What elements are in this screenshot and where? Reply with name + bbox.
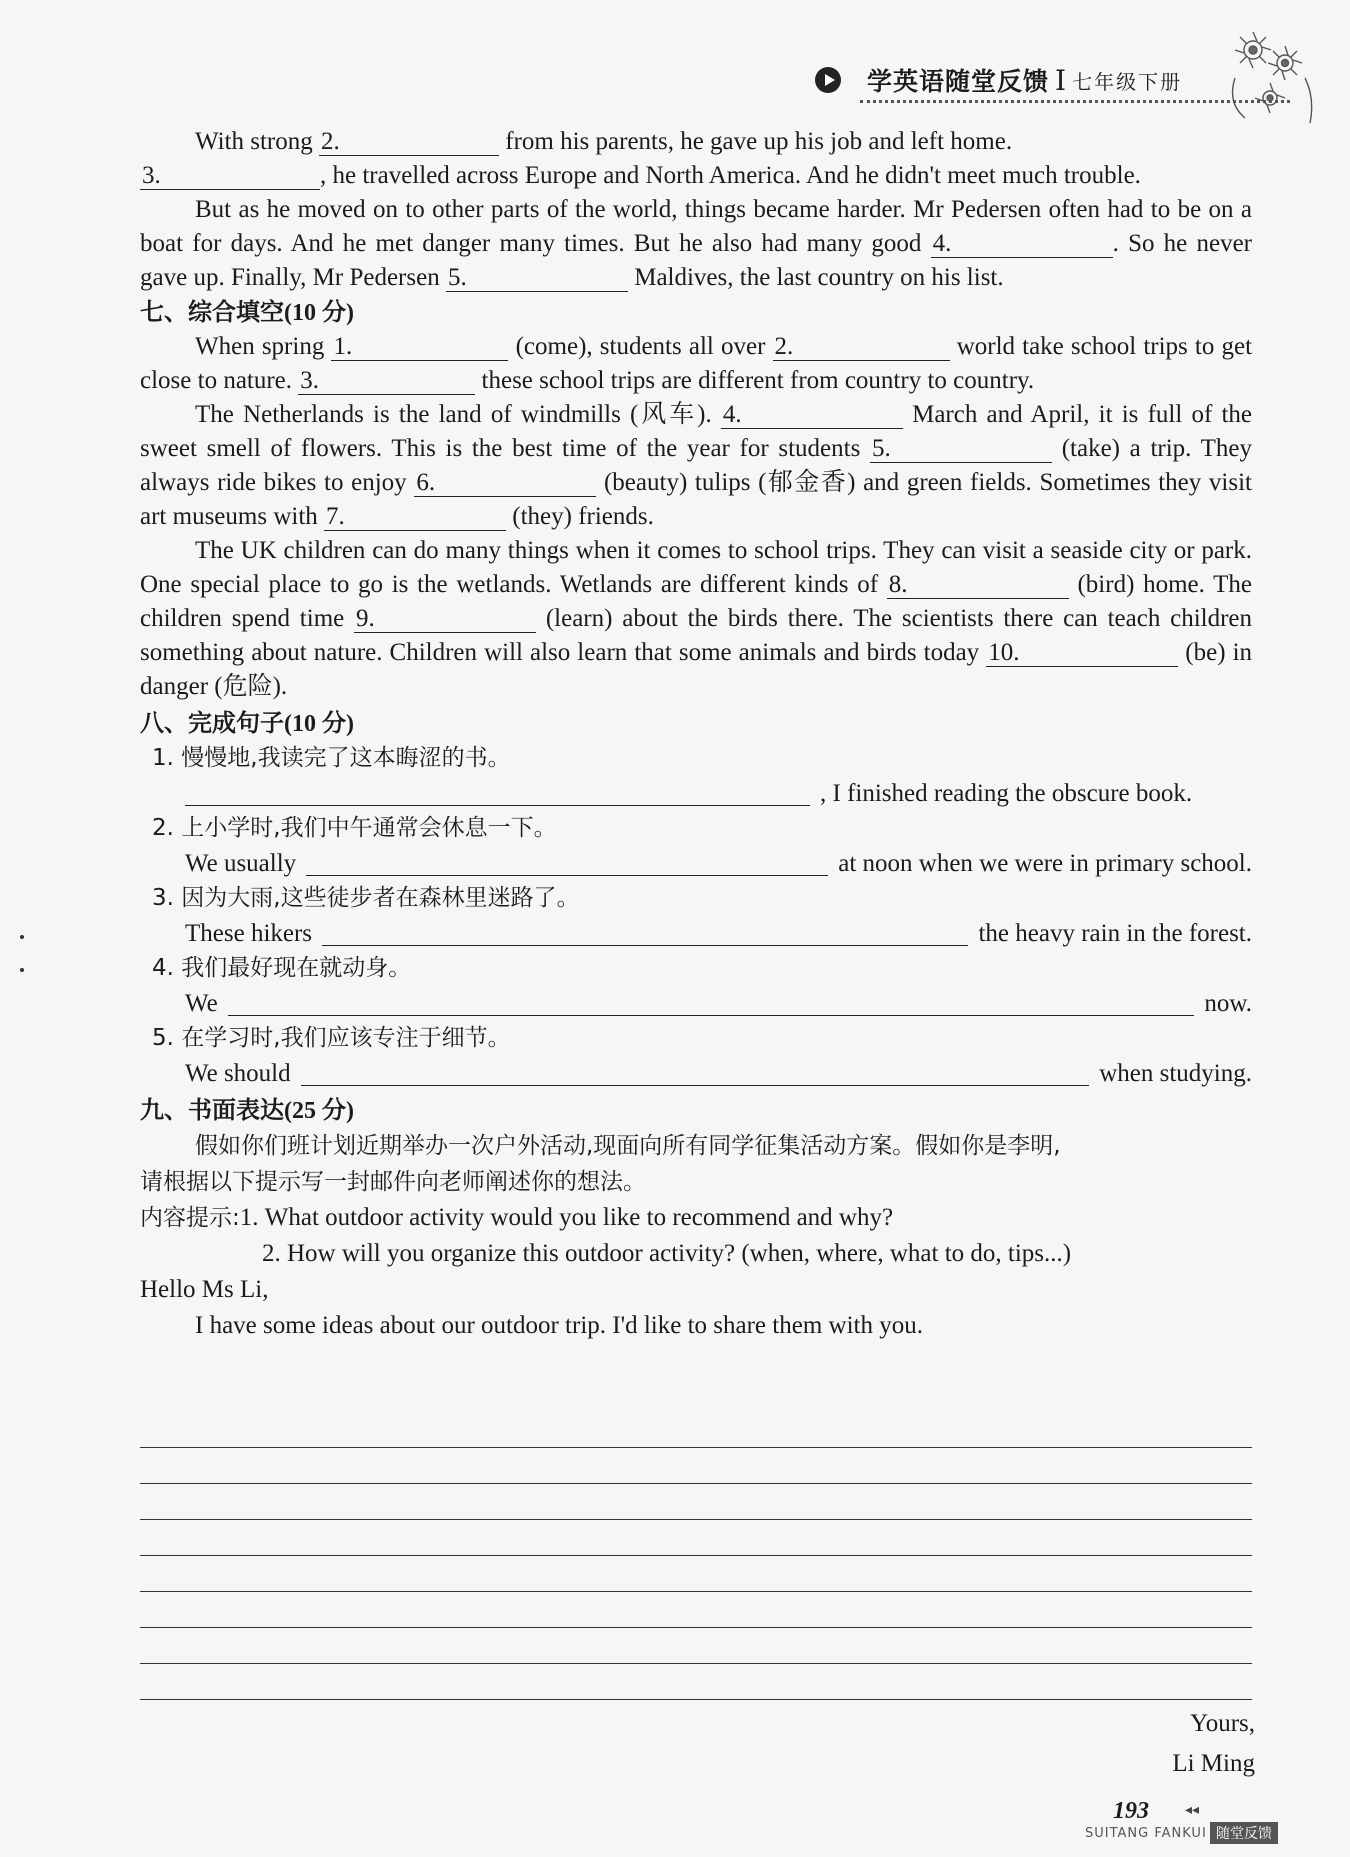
answer-blank[interactable]: 5. [870,436,1052,463]
grade-label: 七年级下册 [1072,69,1183,94]
answer-blank[interactable]: 7. [324,504,506,531]
writing-line[interactable] [140,1448,1252,1484]
writing-prompt: 请根据以下提示写一封邮件向老师阐述你的想法。 [140,1169,646,1195]
question-prompt: 2. 上小学时,我们中午通常会休息一下。 [152,815,557,841]
answer-line[interactable] [185,804,810,806]
answer-blank[interactable]: 2. [773,334,950,361]
answer-row: We should when studying. [185,1060,1252,1087]
section-heading: 九、书面表达(25 分) [140,1096,354,1124]
answer-row: , I finished reading the obscure book. [140,776,1252,811]
answer-blank[interactable]: 10. [986,640,1178,667]
worksheet-body [140,125,1252,1344]
answer-line[interactable] [322,944,968,946]
writing-line[interactable] [140,1592,1252,1628]
answer-row: We usually at noon when we were in primary school. [185,850,1252,877]
answer-blank[interactable]: 3. [140,163,320,190]
answer-blank[interactable]: 5. [446,265,628,292]
passage-paragraph: But as he moved on to other parts of the world, things became harder. Mr Pedersen often had to be on a boat for days. And he met danger many times. But he also had many good 4. . So he never gave up. Finally, Mr Pedersen 5. Maldives, the last country on his list. [140,196,1252,291]
book-title: 学英语随堂反馈 [867,67,1050,96]
answer-blank[interactable]: 1. [331,334,508,361]
letter-signature: Li Ming [1172,1750,1255,1777]
sunflower-decoration-icon [1215,18,1325,128]
answer-blank[interactable]: 4. [721,402,903,429]
passage-paragraph: With strong 2. from his parents, he gave up his job and left home. [195,128,1013,155]
question-prompt: 1. 慢慢地,我读完了这本晦涩的书。 [152,745,511,771]
footer-brand: SUITANG FANKUI [1085,1826,1207,1841]
answer-blank[interactable]: 2. [319,129,499,156]
letter-opening: I have some ideas about our outdoor trip. I'd like to share them with you. [195,1312,923,1339]
margin-dot [20,968,24,972]
answer-blank[interactable]: 3. [298,368,475,395]
writing-prompt: 假如你们班计划近期举办一次户外活动,现面向所有同学征集活动方案。假如你是李明, [195,1133,1061,1159]
writing-line[interactable] [140,1556,1252,1592]
answer-line[interactable] [306,874,828,876]
section-heading: 八、完成句子(10 分) [140,709,354,737]
content-tips: 内容提示:1. What outdoor activity would you like to recommend and why? [140,1204,894,1231]
section-heading: 七、综合填空(10 分) [140,298,354,326]
cloze-paragraph: The Netherlands is the land of windmills (风车). 4. March and April, it is full of the sweet smell of flowers. This is the best time of the year for students 5. (take) a trip. They always ride bikes to enjoy 6. (beauty) tulips (郁金香) and green fields. Sometimes they visit art museums with 7. (they) friends. [140,401,1253,530]
question-prompt: 5. 在学习时,我们应该专注于细节。 [152,1025,511,1051]
page-number: 193 [1113,1798,1149,1824]
footer-badge: 随堂反馈 [1210,1822,1278,1844]
letter-closing: Yours, [1190,1710,1255,1737]
answer-blank[interactable]: 8. [887,572,1069,599]
answer-blank[interactable]: 9. [354,606,536,633]
cloze-paragraph: When spring 1. (come), students all over 2. world take school trips to get close to nature. 3. these school trips are different from country to country. [140,333,1253,394]
back-arrows-icon: ◂◂ [1185,1803,1200,1818]
answer-blank[interactable]: 4. [931,231,1113,258]
answer-line[interactable] [301,1084,1090,1086]
writing-line[interactable] [140,1484,1252,1520]
answer-row: We now. [185,990,1252,1017]
passage-paragraph: 3. , he travelled across Europe and North America. And he didn't meet much trouble. [142,162,1141,189]
question-prompt: 3. 因为大雨,这些徒步者在森林里迷路了。 [152,885,580,911]
answer-line[interactable] [228,1014,1195,1016]
letter-greeting: Hello Ms Li, [140,1276,269,1303]
writing-line[interactable] [140,1628,1252,1664]
writing-line[interactable] [140,1664,1252,1700]
play-icon [815,67,841,93]
writing-area [140,1412,1252,1700]
header-separator: I [1055,63,1067,97]
cloze-paragraph: The UK children can do many things when it comes to school trips. They can visit a seaside city or park. One special place to go is the wetlands. Wetlands are different kinds of 8. (bird) home. The children spend time 9. (learn) about the birds there. The scientists there can teach children something about nature. Children will also learn that some animals and birds today 10. (be) in danger (危险). [140,537,1253,700]
page-header [815,62,1182,98]
writing-line[interactable] [140,1520,1252,1556]
answer-blank[interactable]: 6. [414,470,596,497]
margin-dot [20,935,24,939]
question-prompt: 4. 我们最好现在就动身。 [152,955,412,981]
answer-row: These hikers the heavy rain in the forest. [185,920,1252,947]
writing-line[interactable] [140,1412,1252,1448]
content-tip: 2. How will you organize this outdoor activity? (when, where, what to do, tips...) [262,1240,1072,1267]
